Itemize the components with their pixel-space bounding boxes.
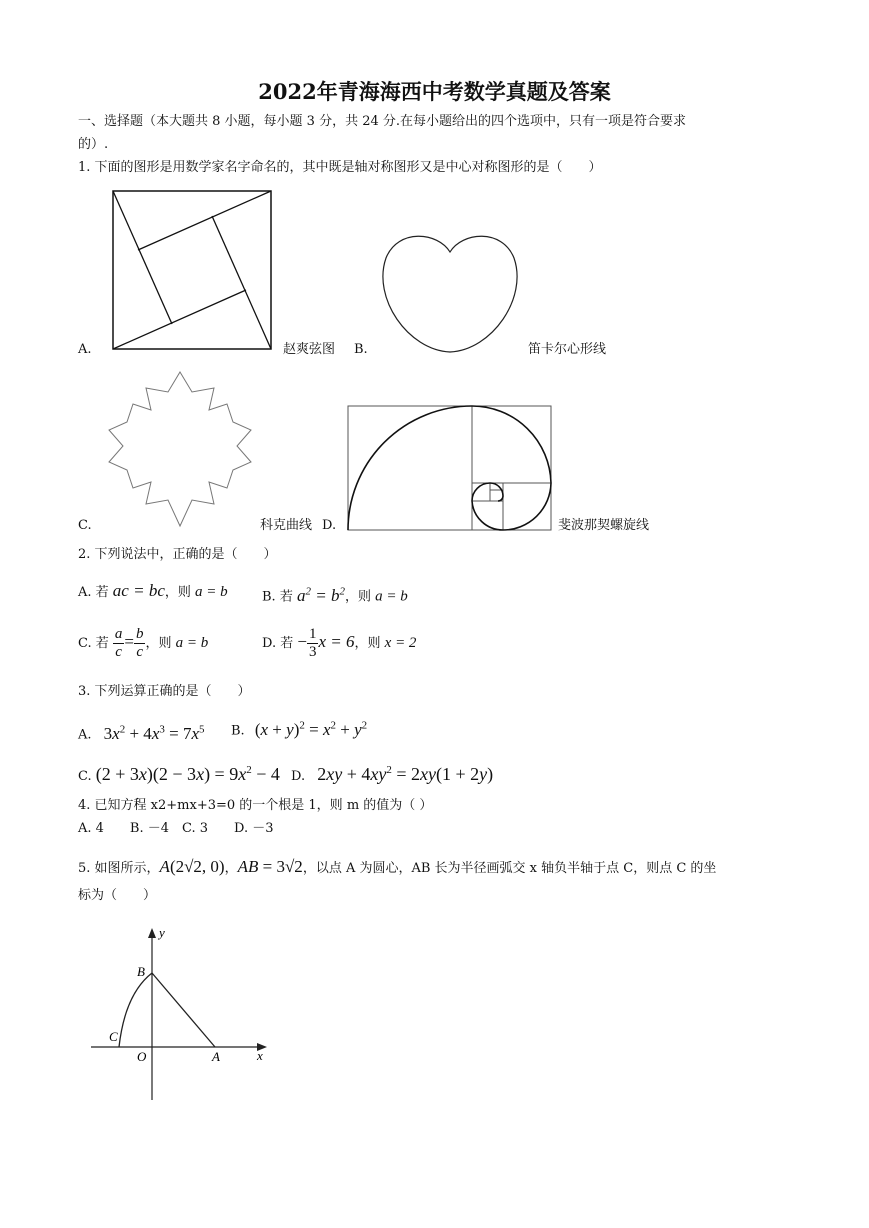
q2-option-b — [262, 582, 408, 607]
q2-option-d — [262, 622, 416, 662]
q2-c-num2: b — [135, 626, 144, 642]
q2-c-den1: c — [115, 644, 122, 660]
q2-d-label: D. 若 — [262, 636, 294, 651]
q2-a-then: ，则 — [164, 585, 191, 600]
q2-d-den: 3 — [308, 644, 317, 660]
q3-option-b: B. $(x + y)^2 = x^2 + y^2$ — [231, 719, 368, 739]
q3-b-label: B. — [231, 723, 245, 739]
q5-stem-post: ，以点 A 为圆心，AB 长为半径画弧交 x 轴负半轴于点 C，则点 C 的坐 — [302, 861, 717, 876]
q3-d-label: D. — [291, 769, 306, 784]
origin-label: O — [137, 1049, 147, 1064]
q5-stem-pre: 5. 如图所示， — [78, 861, 160, 876]
q2-b-exp-a: 2 — [305, 585, 311, 597]
fibonacci-spiral-figure — [346, 404, 554, 532]
q4-options: A. 4 B. －4 C. 3 D. －3 — [78, 821, 274, 836]
koch-snowflake-figure — [105, 366, 255, 534]
y-axis-label: y — [159, 925, 165, 940]
q5-stem — [78, 855, 716, 881]
q2-b-result: a = b — [375, 588, 408, 605]
q2-a-condition: ac = bc — [112, 581, 165, 600]
q5-point-a-formula: A(2√2, 0) — [159, 857, 225, 876]
section-heading-line1: 一、选择题（本大题共 8 小题，每小题 3 分，共 24 分.在每小题给出的四个选项中，只有一项是符合要求 — [78, 114, 687, 129]
q3-option-d: D. $2xy + 4xy^2 = 2xy(1 + 2y)$ — [291, 764, 494, 784]
q2-d-minus: − — [297, 632, 307, 651]
q2-a-label: A. 若 — [78, 585, 109, 600]
q5-coordinate-figure — [85, 922, 275, 1102]
q3-stem: 3. 下列运算正确的是（ ） — [78, 684, 251, 699]
q2-c-result: a = b — [175, 635, 209, 651]
q2-a-result: a = b — [195, 584, 228, 600]
page-title: 2022年青海海西中考数学真题及答案 — [258, 79, 611, 104]
q2-c-num1: a — [114, 626, 123, 642]
point-c-label: C — [109, 1029, 118, 1044]
q2-b-exp-b: 2 — [339, 585, 345, 597]
q1-option-a-label: A. — [78, 342, 92, 357]
q5-stem-mid: ， — [224, 861, 238, 876]
section-heading-line2: 的）. — [78, 137, 109, 152]
q2-b-equals: = — [310, 585, 331, 605]
q4-stem: 4. 已知方程 x2+mx+3=0 的一个根是 1，则 m 的值为（ ） — [78, 798, 433, 813]
q2-stem: 2. 下列说法中，正确的是（ ） — [78, 547, 277, 562]
q5-ab-formula: AB = 3√2 — [237, 857, 303, 876]
q2-option-c — [78, 622, 208, 662]
q1-option-b-label: B. — [354, 342, 368, 357]
q2-b-label: B. 若 — [262, 589, 293, 605]
q1-option-a-name: 赵爽弦图 — [283, 342, 336, 357]
x-axis-label: x — [257, 1048, 263, 1063]
q5-stem-line2: 标为（ ） — [78, 888, 157, 903]
q3-option-a: A. $3x^2 + 4x^3 = 7x^5$ — [78, 723, 205, 743]
q1-option-d-label: D. — [322, 518, 337, 533]
point-b-label: B — [137, 964, 145, 979]
cardioid-figure — [378, 228, 523, 358]
q3-c-label: C. — [78, 769, 92, 784]
q2-d-result: x = 2 — [384, 635, 417, 651]
q1-option-c-name: 科克曲线 — [260, 518, 313, 533]
q1-stem: 1. 下面的图形是用数学家名字命名的，其中既是轴对称图形又是中心对称图形的是（ ） — [78, 160, 602, 175]
q2-c-label: C. 若 — [78, 636, 109, 651]
q3-a-label: A. — [78, 727, 92, 743]
q2-b-base-b: b — [330, 585, 340, 605]
q1-option-c-label: C. — [78, 518, 92, 533]
q1-option-d-name: 斐波那契螺旋线 — [558, 518, 650, 533]
q2-d-rest: x = 6 — [318, 632, 355, 651]
q2-option-a — [78, 582, 228, 602]
zhao-shuang-diagram — [110, 188, 276, 352]
q2-c-den2: c — [136, 644, 144, 660]
q2-c-equals: = — [124, 632, 134, 651]
q3-option-c: C. $(2 + 3x)(2 - 3x) = 9x^2 - 4$ — [78, 764, 280, 784]
q2-c-then: ，则 — [145, 636, 172, 651]
q2-b-base-a: a — [296, 585, 306, 605]
q1-option-b-name: 笛卡尔心形线 — [528, 342, 607, 357]
q2-d-then: ，则 — [354, 636, 381, 651]
q2-b-then: ，则 — [344, 589, 371, 605]
point-a-label: A — [212, 1049, 220, 1064]
q2-d-num: 1 — [308, 626, 317, 642]
